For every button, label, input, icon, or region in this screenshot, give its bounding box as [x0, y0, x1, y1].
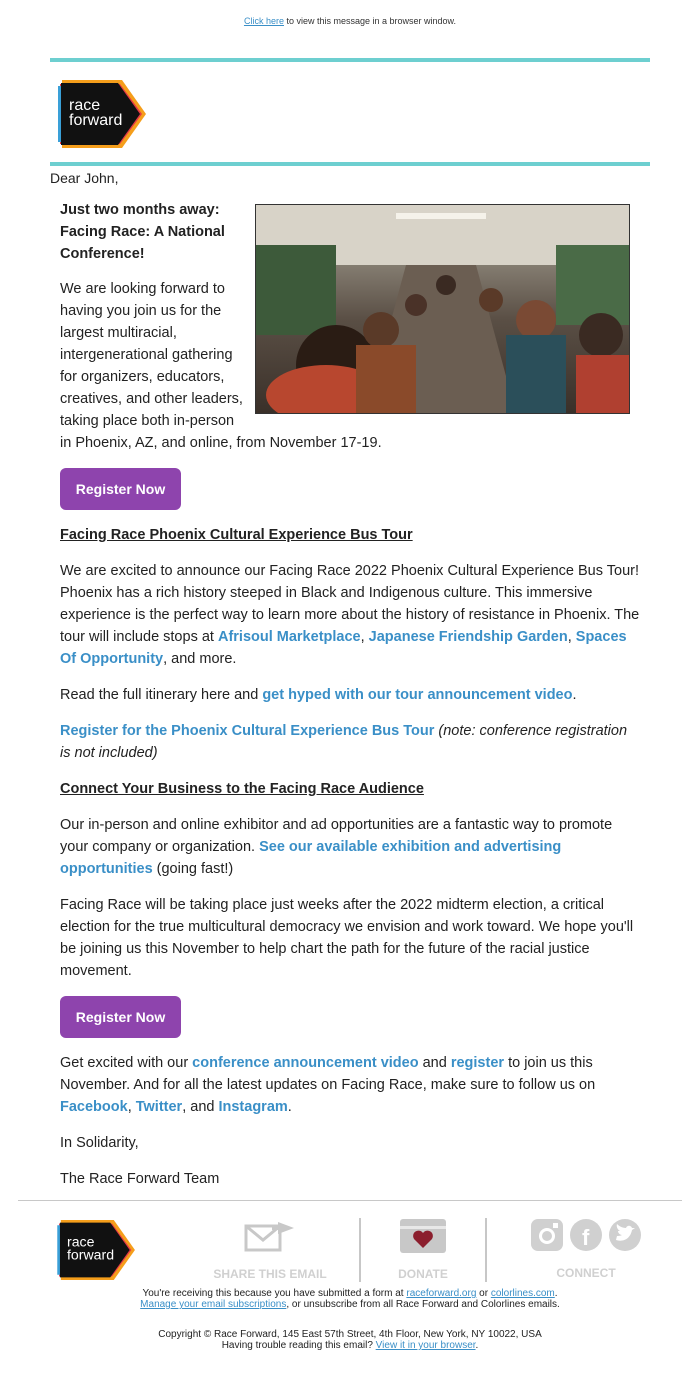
- closing-paragraph: Get excited with our conference announcement video and register to join us this November. And for all the latest updates on Facing Race, make sure to follow us on Facebook, Twitter, and Instagram.: [60, 1055, 596, 1115]
- raceforward-link[interactable]: raceforward.org: [406, 1288, 477, 1299]
- preheader-text: to view this message in a browser window.: [283, 16, 457, 26]
- greeting: Dear John,: [50, 170, 119, 186]
- instagram-link[interactable]: Instagram: [218, 1099, 288, 1115]
- intro-title: [60, 199, 240, 265]
- colorlines-link[interactable]: colorlines.com: [490, 1288, 555, 1299]
- midterm-paragraph: Facing Race will be taking place just weeks after the 2022 midterm election, a critical election for the true multicultural democracy we envision and work toward. We hope you'll be joining us this November to help chart the path for the future of the racial justice movement.: [60, 897, 634, 979]
- japanese-friendship-garden-link[interactable]: Japanese Friendship Garden: [368, 629, 568, 645]
- bus-tour-heading: Facing Race Phoenix Cultural Experience Bus Tour: [60, 527, 413, 543]
- intro-line-3: largest multiracial,: [60, 325, 177, 341]
- top-accent-rule: [50, 58, 650, 62]
- instagram-icon[interactable]: [530, 1218, 564, 1252]
- footer-logo-line1: race: [67, 1233, 95, 1250]
- footer-separator-1: [359, 1218, 361, 1282]
- view-in-browser-link[interactable]: Click here: [243, 16, 284, 26]
- intro-line-8: in Phoenix, AZ, and online, from November 17-19.: [60, 435, 382, 451]
- tour-video-link[interactable]: get hyped with our tour announcement video: [262, 687, 573, 703]
- preheader: [0, 16, 700, 26]
- donate-column[interactable]: [383, 1218, 463, 1281]
- signoff: In Solidarity,: [60, 1135, 139, 1151]
- twitter-icon[interactable]: [608, 1218, 642, 1252]
- facebook-link[interactable]: Facebook: [60, 1099, 128, 1115]
- exhibition-opportunities-link[interactable]: See our available exhibition and advertising opportunities: [60, 839, 562, 877]
- subscription-notice: You're receiving this because you have submitted a form at raceforward.org or colorlines.com. Manage your email subscriptions, or unsubscribe from all Race Forward and Colorlines emails.: [140, 1288, 560, 1310]
- share-email-column[interactable]: [205, 1218, 335, 1281]
- spaces-of-opportunity-link[interactable]: Spaces Of Opportunity: [60, 629, 627, 667]
- register-link[interactable]: register: [450, 1055, 505, 1071]
- register-tour-paragraph: [60, 720, 640, 764]
- copyright-text: Copyright © Race Forward, 145 East 57th Street, 4th Floor, New York, NY 10022, USA: [158, 1329, 542, 1340]
- intro-line-2: having you join us for the: [60, 303, 222, 319]
- intro-line-7: taking place both in-person: [60, 413, 235, 429]
- twitter-link[interactable]: Twitter: [135, 1099, 183, 1115]
- header-bottom-rule: [50, 162, 650, 166]
- share-email-label: SHARE THIS EMAIL: [213, 1267, 327, 1281]
- share-email-icon: [244, 1218, 296, 1254]
- connect-label: CONNECT: [556, 1266, 616, 1280]
- intro-line-4: intergenerational gathering: [60, 347, 233, 363]
- intro-line-1: We are looking forward to: [60, 281, 225, 297]
- tour-note: (note: conference registration is not included): [60, 723, 628, 761]
- register-now-button-1[interactable]: Register Now: [60, 468, 181, 510]
- business-paragraph: Our in-person and online exhibitor and ad opportunities are a fantastic way to promote your company or organization. See our available exhibition and advertising opportunities (going fast!): [60, 817, 613, 877]
- intro-line-5: for organizers, educators,: [60, 369, 225, 385]
- intro-line-6: creatives, and other leaders,: [60, 391, 243, 407]
- logo-line2: forward: [69, 112, 123, 129]
- svg-text:f: f: [582, 1225, 590, 1250]
- intro-title-text: Just two months away: Facing Race: A National Conference!: [60, 202, 225, 262]
- bus-tour-photo: [255, 204, 630, 414]
- connect-column: [530, 1218, 642, 1280]
- closing-section: [60, 1052, 640, 1190]
- business-heading: Connect Your Business to the Facing Race Audience: [60, 781, 424, 797]
- itinerary-paragraph: Read the full itinerary here and get hyped with our tour announcement video.: [60, 687, 577, 703]
- business-section: [60, 778, 640, 982]
- register-bus-tour-link[interactable]: Register for the Phoenix Cultural Experience Bus Tour: [60, 723, 435, 739]
- footer-separator-2: [485, 1218, 487, 1282]
- footer-logo-line2: forward: [67, 1246, 115, 1263]
- race-forward-logo[interactable]: [58, 80, 148, 148]
- conference-video-link[interactable]: conference announcement video: [192, 1055, 419, 1071]
- register-now-button-2[interactable]: Register Now: [60, 996, 181, 1038]
- footer-race-forward-logo[interactable]: [57, 1220, 137, 1280]
- manage-subscriptions-link[interactable]: Manage your email subscriptions: [140, 1299, 287, 1310]
- logo-line1: race: [69, 97, 101, 114]
- view-in-browser-footer-link[interactable]: View it in your browser: [375, 1340, 476, 1351]
- donate-heart-icon: [399, 1218, 447, 1254]
- bus-tour-section: [60, 524, 640, 764]
- team-signature: The Race Forward Team: [60, 1171, 220, 1187]
- bus-tour-paragraph: We are excited to announce our Facing Race 2022 Phoenix Cultural Experience Bus Tour! Phoenix has a rich history steeped in Black and Indigenous culture. This immersive experience is the perfect way to learn more about the history of resistance in Phoenix. The tour will include stops at Afrisoul Marketplace, Japanese Friendship Garden, Spaces Of Opportunity, and more.: [60, 563, 640, 667]
- footer-divider: [18, 1200, 682, 1201]
- facebook-icon[interactable]: [569, 1218, 603, 1252]
- copyright-notice: Copyright © Race Forward, 145 East 57th Street, 4th Floor, New York, NY 10022, USA Having trouble reading this email? View it in your browser.: [158, 1329, 542, 1351]
- donate-label: DONATE: [398, 1267, 448, 1281]
- afrisoul-marketplace-link[interactable]: Afrisoul Marketplace: [217, 629, 361, 645]
